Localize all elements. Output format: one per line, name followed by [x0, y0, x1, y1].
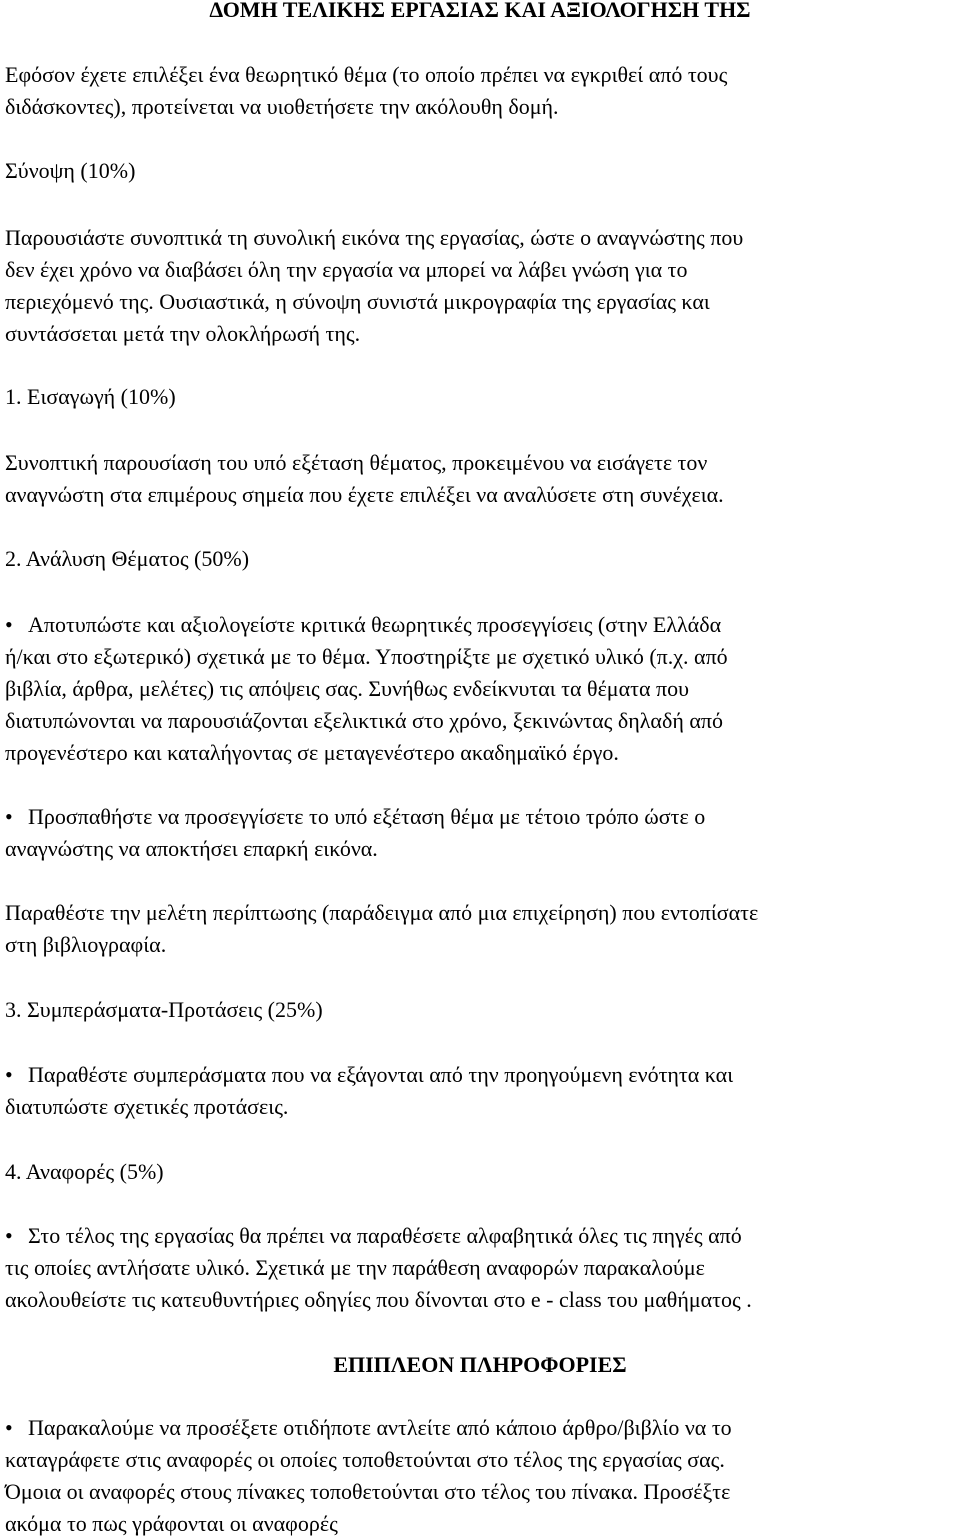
section4-bullet1-line: τις οποίες αντλήσατε υλικό. Σχετικά με την παράθεση αναφορών παρακαλούμε	[5, 1255, 705, 1280]
section3-bullet1-line: διατυπώστε σχετικές προτάσεις.	[5, 1094, 289, 1119]
section1-heading: 1. Εισαγωγή (10%)	[5, 384, 176, 409]
extra-bullet1-line: Όμοια οι αναφορές στους πίνακες τοποθετούνται στο τέλος του πίνακα. Προσέξτε	[5, 1479, 731, 1504]
section1-line: Συνοπτική παρουσίαση του υπό εξέταση θέματος, προκειμένου να εισάγετε τον	[5, 450, 708, 475]
section1-line: αναγνώστη στα επιμέρους σημεία που έχετε επιλέξει να αναλύσετε στη συνέχεια.	[5, 482, 724, 507]
section3-bullet1-line: Παραθέστε συμπεράσματα που να εξάγονται από την προηγούμενη ενότητα και	[28, 1062, 734, 1087]
bullet-marker: •	[5, 1223, 13, 1248]
summary-line: Παρουσιάστε συνοπτικά τη συνολική εικόνα της εργασίας, ώστε ο αναγνώστης που	[5, 225, 744, 250]
section4-bullet1-line: ακολουθείστε τις κατευθυντήριες οδηγίες που δίνονται στο e - class του μαθήματος .	[5, 1287, 752, 1312]
summary-line: περιεχόμενό της. Ουσιαστικά, η σύνοψη συνιστά μικρογραφία της εργασίας και	[5, 289, 710, 314]
document-title: ΔΟΜΗ ΤΕΛΙΚΗΣ ΕΡΓΑΣΙΑΣ ΚΑΙ ΑΞΙΟΛΟΓΗΣΗ ΤΗΣ	[209, 0, 751, 22]
section4-heading: 4. Αναφορές (5%)	[5, 1159, 164, 1184]
section2-bullet1-line: βιβλία, άρθρα, μελέτες) τις απόψεις σας. Συνήθως ενδείκνυται τα θέματα που	[5, 676, 689, 701]
extra-bullet1-line: ακόμα το πως γράφονται οι αναφορές	[5, 1511, 338, 1536]
case-study-line: στη βιβλιογραφία.	[5, 932, 167, 957]
section2-heading: 2. Ανάλυση Θέματος (50%)	[5, 546, 250, 571]
section3-heading: 3. Συμπεράσματα-Προτάσεις (25%)	[5, 997, 323, 1022]
extra-bullet1-line: καταγράφετε στις αναφορές οι οποίες τοποθετούνται στο τέλος της εργασίας σας.	[5, 1447, 725, 1472]
intro-line: διδάσκοντες), προτείνεται να υιοθετήσετε την ακόλουθη δομή.	[5, 94, 559, 119]
bullet-marker: •	[5, 804, 13, 829]
summary-heading: Σύνοψη (10%)	[5, 158, 136, 183]
intro-line: Εφόσον έχετε επιλέξει ένα θεωρητικό θέμα (το οποίο πρέπει να εγκριθεί από τους	[5, 62, 728, 87]
bullet-marker: •	[5, 1415, 13, 1440]
summary-line: συντάσσεται μετά την ολοκλήρωσή της.	[5, 321, 361, 346]
extra-bullet1-line: Παρακαλούμε να προσέξετε οτιδήποτε αντλείτε από κάποιο άρθρο/βιβλίο να το	[28, 1415, 732, 1440]
summary-line: δεν έχει χρόνο να διαβάσει όλη την εργασία να μπορεί να λάβει γνώση για το	[5, 257, 688, 282]
section2-bullet2-line: αναγνώστης να αποκτήσει επαρκή εικόνα.	[5, 836, 378, 861]
section2-bullet1-line: ή/και στο εξωτερικό) σχετικά με το θέμα. Υποστηρίξτε με σχετικό υλικό (π.χ. από	[5, 644, 728, 669]
section2-bullet1-line: διατυπώνονται να παρουσιάζονται εξελικτικά στο χρόνο, ξεκινώντας δηλαδή από	[5, 708, 723, 733]
section4-bullet1-line: Στο τέλος της εργασίας θα πρέπει να παραθέσετε αλφαβητικά όλες τις πηγές από	[28, 1223, 742, 1248]
section2-bullet1-line: προγενέστερο και καταλήγοντας σε μεταγενέστερο ακαδημαϊκό έργο.	[5, 740, 619, 765]
extra-heading: ΕΠΙΠΛΕΟΝ ΠΛΗΡΟΦΟΡΙΕΣ	[333, 1352, 627, 1377]
section2-bullet1-line: Αποτυπώστε και αξιολογείστε κριτικά θεωρητικές προσεγγίσεις (στην Ελλάδα	[28, 612, 722, 637]
bullet-marker: •	[5, 612, 13, 637]
bullet-marker: •	[5, 1062, 13, 1087]
case-study-line: Παραθέστε την μελέτη περίπτωσης (παράδειγμα από μια επιχείρηση) που εντοπίσατε	[5, 900, 759, 925]
section2-bullet2-line: Προσπαθήστε να προσεγγίσετε το υπό εξέταση θέμα με τέτοιο τρόπο ώστε ο	[28, 804, 706, 829]
